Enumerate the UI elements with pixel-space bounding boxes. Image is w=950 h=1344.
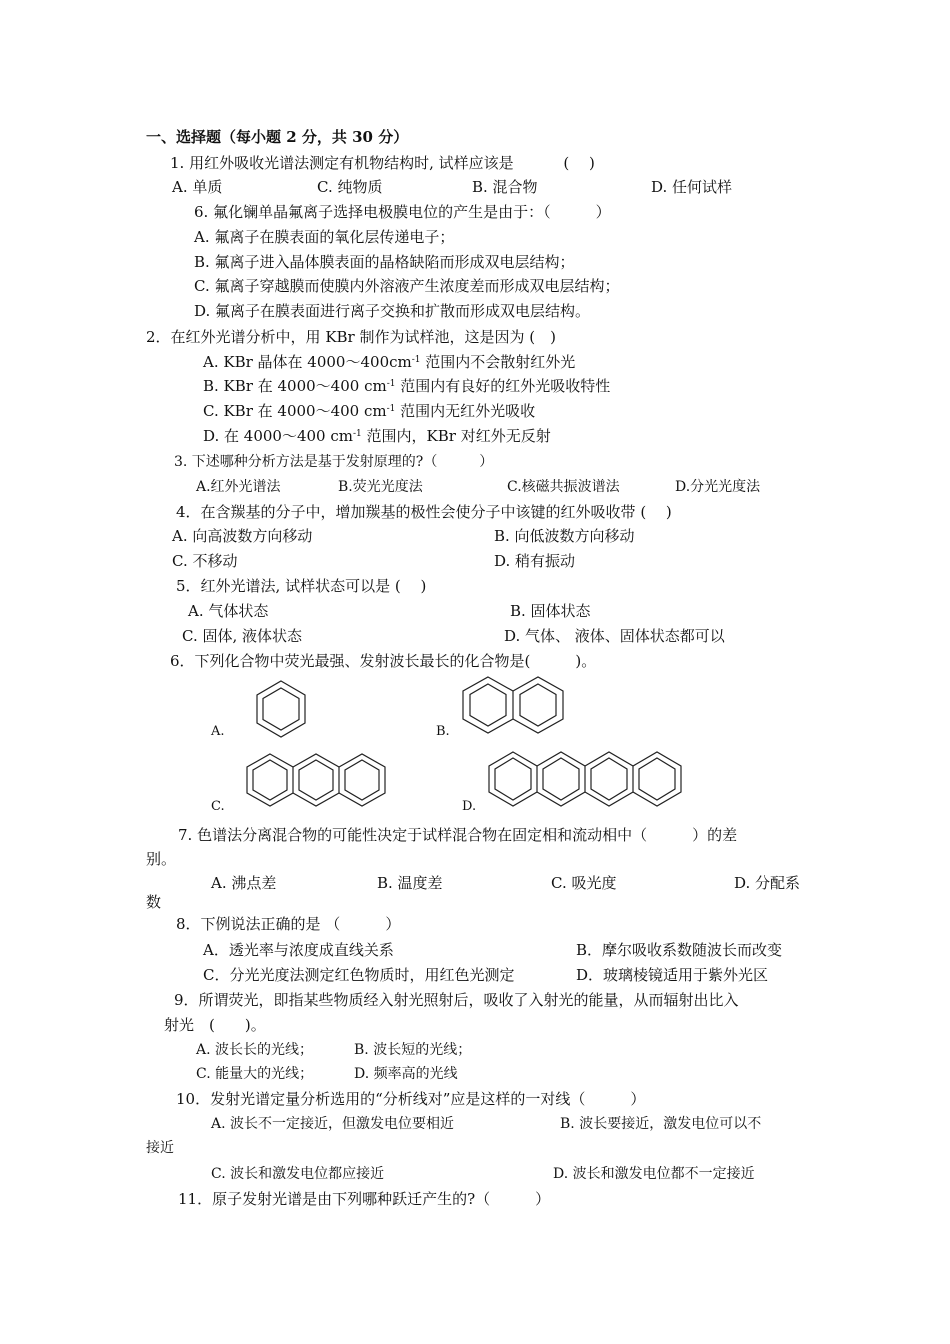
q2-stem: 2．在红外光谱分析中，用 KBr 制作为试样池，这是因为 ( ) bbox=[146, 328, 556, 346]
anthracene-structure bbox=[245, 752, 395, 810]
q3-option-d: D.分光光度法 bbox=[675, 479, 761, 495]
benzene-structure bbox=[253, 679, 309, 741]
q7-option-d-cont: 数 bbox=[146, 893, 162, 911]
q8-option-b: B．摩尔吸收系数随波长而改变 bbox=[576, 941, 783, 959]
q9-option-b: B. 波长短的光线； bbox=[354, 1042, 472, 1058]
q4-option-a: A. 向高波数方向移动 bbox=[172, 527, 313, 545]
q1-option-b: B. 混合物 bbox=[472, 178, 538, 196]
q1-stem: 1. 用红外吸收光谱法测定有机物结构时, 试样应该是 ( ) bbox=[170, 154, 595, 172]
q7-option-c: C. 吸光度 bbox=[551, 874, 617, 892]
q6-option-d-label: D. bbox=[462, 799, 477, 814]
q5-option-b: B. 固体状态 bbox=[510, 602, 591, 620]
q6-option-c-label: C. bbox=[211, 799, 225, 814]
naphthalene-structure bbox=[461, 675, 565, 737]
q5-option-c: C. 固体, 液体状态 bbox=[182, 627, 303, 645]
q2-option-c: C. KBr 在 4000～400 $cm^{-1}$ 范围内无红外光吸收 bbox=[203, 402, 536, 420]
tetracene-structure bbox=[487, 750, 697, 810]
q5-stem: 5．红外光谱法, 试样状态可以是 ( ) bbox=[176, 577, 427, 595]
q10-option-c: C. 波长和激发电位都应接近 bbox=[211, 1166, 385, 1182]
q6a-option-d: D. 氟离子在膜表面进行离子交换和扩散而形成双电层结构。 bbox=[194, 302, 591, 320]
q6a-option-c: C. 氟离子穿越膜而使膜内外溶液产生浓度差而形成双电层结构； bbox=[194, 277, 620, 295]
q8-option-a: A．透光率与浓度成直线关系 bbox=[203, 941, 394, 959]
q7-option-d: D. 分配系 bbox=[734, 874, 801, 892]
section-title: 一、选择题（每小题 2 分，共 30 分） bbox=[146, 128, 409, 146]
q8-stem: 8．下例说法正确的是 （ ） bbox=[176, 915, 401, 933]
q11-stem: 11．原子发射光谱是由下列哪种跃迁产生的?（ ） bbox=[178, 1190, 551, 1208]
q2-option-a: A. KBr 晶体在 $4000\sim 400cm^{-1}$ 范围内不会散射红外光 bbox=[203, 353, 576, 371]
q8-option-d: D．玻璃棱镜适用于紫外光区 bbox=[576, 966, 769, 984]
q3-stem: 3. 下述哪种分析方法是基于发射原理的?（ ） bbox=[174, 454, 494, 470]
q6a-option-a: A. 氟离子在膜表面的氧化层传递电子； bbox=[194, 228, 455, 246]
q7-option-b: B. 温度差 bbox=[377, 874, 443, 892]
q6-stem: 6．下列化合物中荧光最强、发射波长最长的化合物是( )。 bbox=[170, 652, 597, 670]
q10-option-a: A. 波长不一定接近，但激发电位要相近 bbox=[211, 1116, 455, 1132]
q5-option-a: A. 气体状态 bbox=[188, 602, 269, 620]
q5-option-d: D. 气体、 液体、固体状态都可以 bbox=[504, 627, 725, 645]
q6-option-a-label: A. bbox=[211, 724, 225, 739]
q7-stem: 7. 色谱法分离混合物的可能性决定于试样混合物在固定相和流动相中（ ）的差 bbox=[178, 826, 738, 844]
q4-option-d: D. 稍有振动 bbox=[494, 552, 576, 570]
q6a-stem: 6. 氟化镧单晶氟离子选择电极膜电位的产生是由于：（ ） bbox=[194, 203, 611, 221]
q6-option-b-label: B. bbox=[436, 724, 450, 739]
q1-option-d: D. 任何试样 bbox=[651, 178, 733, 196]
q1-option-c: C. 纯物质 bbox=[317, 178, 383, 196]
q3-option-a: A.红外光谱法 bbox=[196, 479, 281, 495]
q6a-option-b: B. 氟离子进入晶体膜表面的晶格缺陷而形成双电层结构； bbox=[194, 253, 575, 271]
q8-option-c: C．分光光度法测定红色物质时，用红色光测定 bbox=[203, 966, 515, 984]
q9-stem-cont: 射光 ( )。 bbox=[164, 1016, 266, 1034]
q1-option-a: A. 单质 bbox=[172, 178, 223, 196]
q2-option-b: B. KBr 在 4000～400 $cm^{-1}$ 范围内有良好的红外光吸收特性 bbox=[203, 377, 611, 395]
q9-option-d: D. 频率高的光线 bbox=[354, 1066, 458, 1082]
q3-option-b: B.荧光光度法 bbox=[338, 479, 423, 495]
q9-option-c: C. 能量大的光线； bbox=[196, 1066, 314, 1082]
q4-option-b: B. 向低波数方向移动 bbox=[494, 527, 635, 545]
q10-option-b-cont: 接近 bbox=[146, 1140, 174, 1156]
q2-option-d: D. 在 4000～400 $cm^{-1}$ 范围内，KBr 对红外无反射 bbox=[203, 427, 551, 445]
q10-option-b: B. 波长要接近，激发电位可以不 bbox=[560, 1116, 762, 1132]
q3-option-c: C.核磁共振波谱法 bbox=[507, 479, 620, 495]
q9-option-a: A. 波长长的光线； bbox=[196, 1042, 314, 1058]
q7-stem-cont: 别。 bbox=[146, 850, 177, 868]
q9-stem: 9．所谓荧光，即指某些物质经入射光照射后，吸收了入射光的能量，从而辐射出比入 bbox=[174, 991, 739, 1009]
q10-stem: 10．发射光谱定量分析选用的“分析线对”应是这样的一对线（ ） bbox=[176, 1090, 646, 1108]
q4-option-c: C. 不移动 bbox=[172, 552, 238, 570]
q7-option-a: A. 沸点差 bbox=[211, 874, 277, 892]
q10-option-d: D. 波长和激发电位都不一定接近 bbox=[553, 1166, 755, 1182]
q4-stem: 4．在含羰基的分子中，增加羰基的极性会使分子中该键的红外吸收带 ( ) bbox=[176, 503, 672, 521]
